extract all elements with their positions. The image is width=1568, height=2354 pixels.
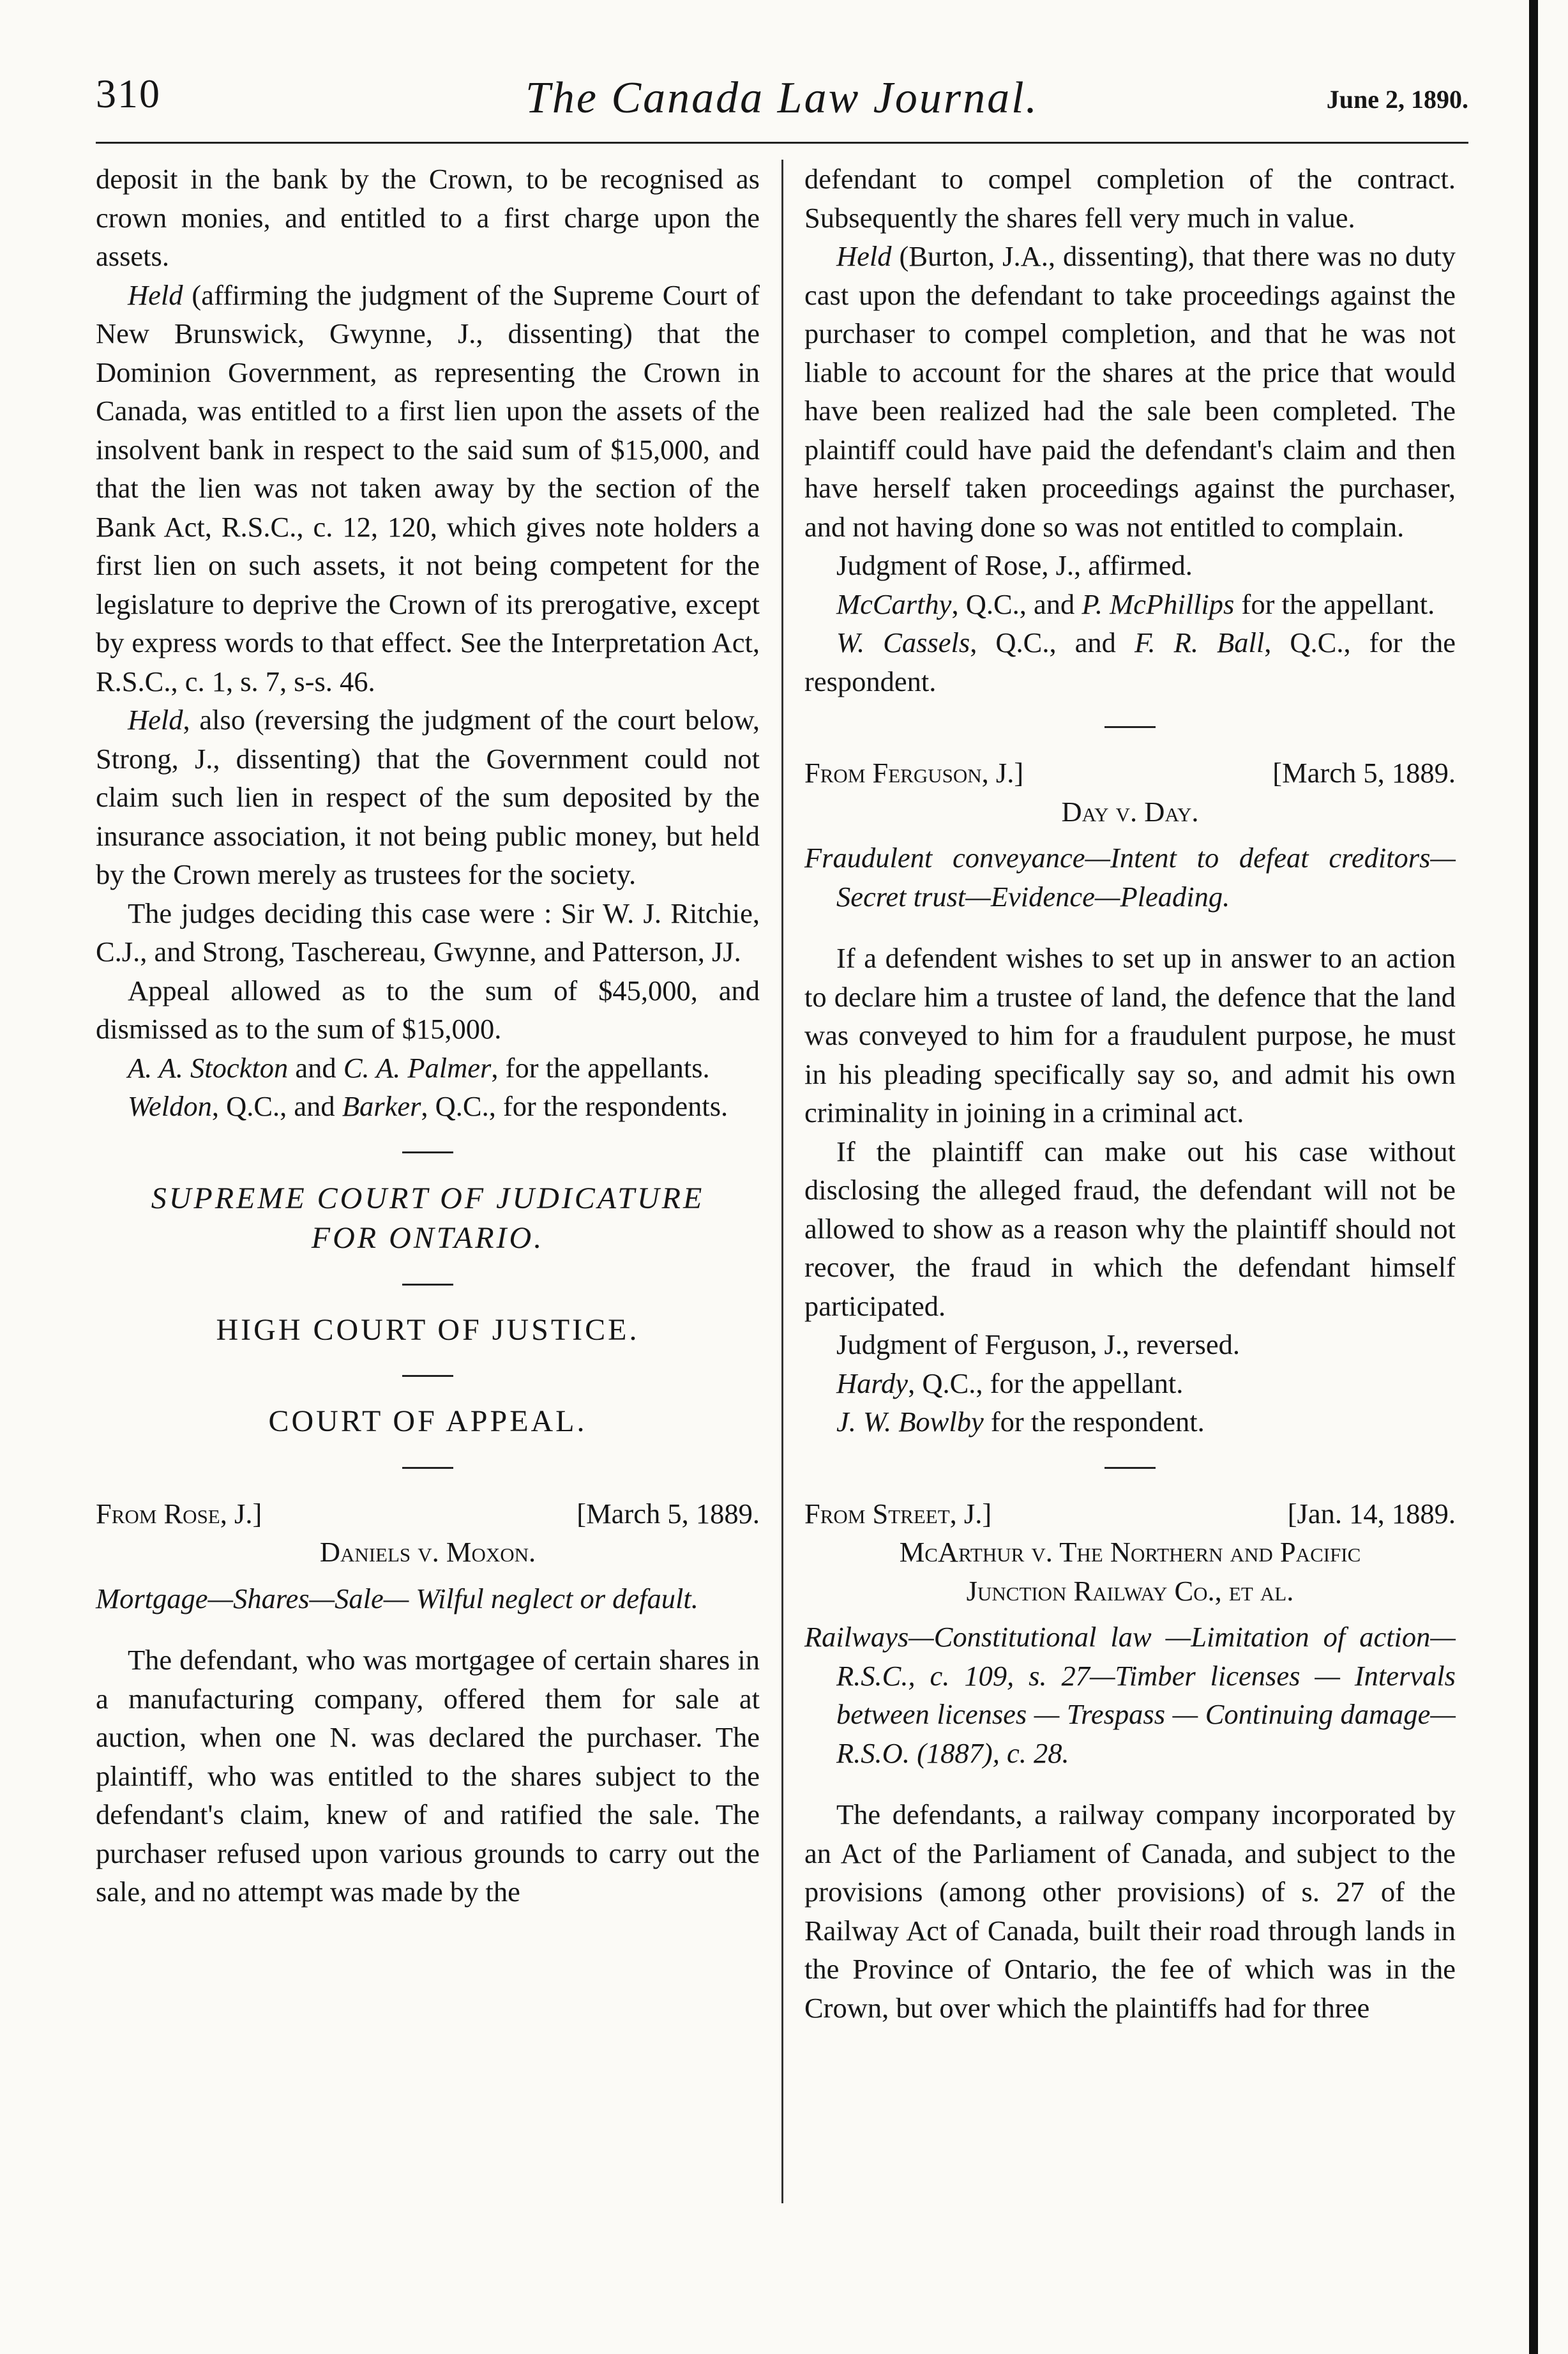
paragraph: defendant to compel completion of the contract. Subsequently the shares fell very much in value. <box>804 163 1456 234</box>
court-heading: SUPREME COURT OF JUDICATURE FOR ONTARIO. <box>151 1181 705 1255</box>
paragraph: The judges deciding this case were : Sir W. J. Ritchie, C.J., and Strong, Taschereau, Gwynne, and Patterson, JJ. <box>96 897 760 968</box>
right-column <box>804 160 1456 2027</box>
paragraph: The defendant, who was mortgagee of certain shares in a manufacturing company, offered them for sale at auction, when one N. was declared the purchaser. The plaintiff, who was entitled to the shares subject to the defendant's claim, knew of and ratified the sale. The purchaser refused upon various grounds to carry out the sale, and no attempt was made by the <box>96 1644 760 1908</box>
court-subheading: COURT OF APPEAL. <box>268 1404 587 1438</box>
case-name: McArthur v. The Northern and Pacific Junction Railway Co., et al. <box>899 1536 1361 1607</box>
counsel-line: W. Cassels, Q.C., and F. R. Ball, Q.C., for the respondent. <box>804 626 1456 697</box>
court-subheading: HIGH COURT OF JUSTICE. <box>216 1312 640 1347</box>
section-rule <box>1104 1467 1156 1469</box>
case-origin: From Rose, J.] [March 5, 1889. <box>96 1497 760 1530</box>
paragraph: Judgment of Rose, J., affirmed. <box>836 549 1193 581</box>
paragraph: Held (Burton, J.A., dissenting), that there was no duty cast upon the defendant to take proceedings against the purchaser to compel completion, and that he was not liable to account for the shares at the price that would have been realized had the sale been completed. The plaintiff could have paid the defendant's claim and then have herself taken proceedings against the purchaser, and not having done so was not entitled to complain. <box>804 240 1456 543</box>
issue-date: June 2, 1890. <box>1326 85 1468 114</box>
counsel-line: Hardy, Q.C., for the appellant. <box>836 1367 1184 1399</box>
section-rule <box>402 1375 453 1377</box>
paragraph: If the plaintiff can make out his case without disclosing the alleged fraud, the defendant will not be allowed to show as a reason why the plaintiff should not recover, the fraud in which the defendant himself participated. <box>804 1135 1456 1322</box>
case-origin: From Street, J.] [Jan. 14, 1889. <box>804 1497 1456 1530</box>
column-divider <box>781 160 783 2203</box>
paragraph: Judgment of Ferguson, J., reversed. <box>836 1328 1240 1360</box>
section-rule <box>402 1467 453 1469</box>
headnote: Fraudulent conveyance—Intent to defeat creditors—Secret trust—Evidence—Pleading. <box>804 842 1456 913</box>
journal-title: The Canada Law Journal. <box>525 73 1039 123</box>
counsel-line: McCarthy, Q.C., and P. McPhillips for the appellant. <box>836 588 1435 620</box>
paragraph: deposit in the bank by the Crown, to be recognised as crown monies, and entitled to a first charge upon the assets. <box>96 163 760 272</box>
paragraph: Held, also (reversing the judgment of the court below, Strong, J., dissenting) that the Government could not claim such lien in respect of the sum deposited by the insurance association, it not being public money, but held by the Crown merely as trustees for the society. <box>96 704 760 890</box>
paragraph: The defendants, a railway company incorporated by an Act of the Parliament of Canada, and subject to the provisions (among other provisions) of s. 27 of the Railway Act of Canada, built their road through lands in the Province of Ontario, the fee of which was in the Crown, but over which the plaintiffs had for three <box>804 1798 1456 2024</box>
paragraph: If a defendent wishes to set up in answer to an action to declare him a trustee of land, the defence that the land was conveyed to him for a fraudulent purpose, he must in his pleading specifically say so, and admit his own criminality in joining in a criminal act. <box>804 942 1456 1128</box>
case-origin: From Ferguson, J.] [March 5, 1889. <box>804 757 1456 789</box>
section-rule <box>402 1284 453 1286</box>
header-rule <box>96 142 1468 144</box>
counsel-line: J. W. Bowlby for the respondent. <box>836 1406 1205 1438</box>
counsel-line: A. A. Stockton and C. A. Palmer, for the appellants. <box>128 1051 710 1084</box>
section-rule <box>1104 726 1156 728</box>
paragraph: Appeal allowed as to the sum of $45,000, and dismissed as to the sum of $15,000. <box>96 974 760 1045</box>
section-rule <box>402 1151 453 1153</box>
paragraph: Held (affirming the judgment of the Supreme Court of New Brunswick, Gwynne, J., dissenting) that the Dominion Government, as representing the Crown in Canada, was entitled to a first lien upon the assets of the insolvent bank in respect to the said sum of $15,000, and that the lien was not taken away by the section of the Bank Act, R.S.C., c. 12, 120, which gives note holders a first lien on such assets, it not being competent for the legislature to deprive the Crown of its prerogative, except by express words to that effect. See the Interpretation Act, R.S.C., c. 1, s. 7, s-s. 46. <box>96 278 760 697</box>
left-column <box>96 160 760 1911</box>
case-name: Day v. Day. <box>1061 795 1199 828</box>
page-header <box>96 70 1468 134</box>
headnote: Mortgage—Shares—Sale— Wilful neglect or default. <box>96 1582 698 1614</box>
headnote: Railways—Constitutional law —Limitation of action—R.S.C., c. 109, s. 27—Timber licenses — Intervals between licenses — Trespass — Continuing damage—R.S.O. (1887), c. 28. <box>804 1621 1456 1769</box>
case-name: Daniels v. Moxon. <box>319 1536 536 1568</box>
page-number: 310 <box>96 71 161 116</box>
page-edge-shadow <box>1529 0 1538 2354</box>
counsel-line: Weldon, Q.C., and Barker, Q.C., for the respondents. <box>128 1090 728 1122</box>
